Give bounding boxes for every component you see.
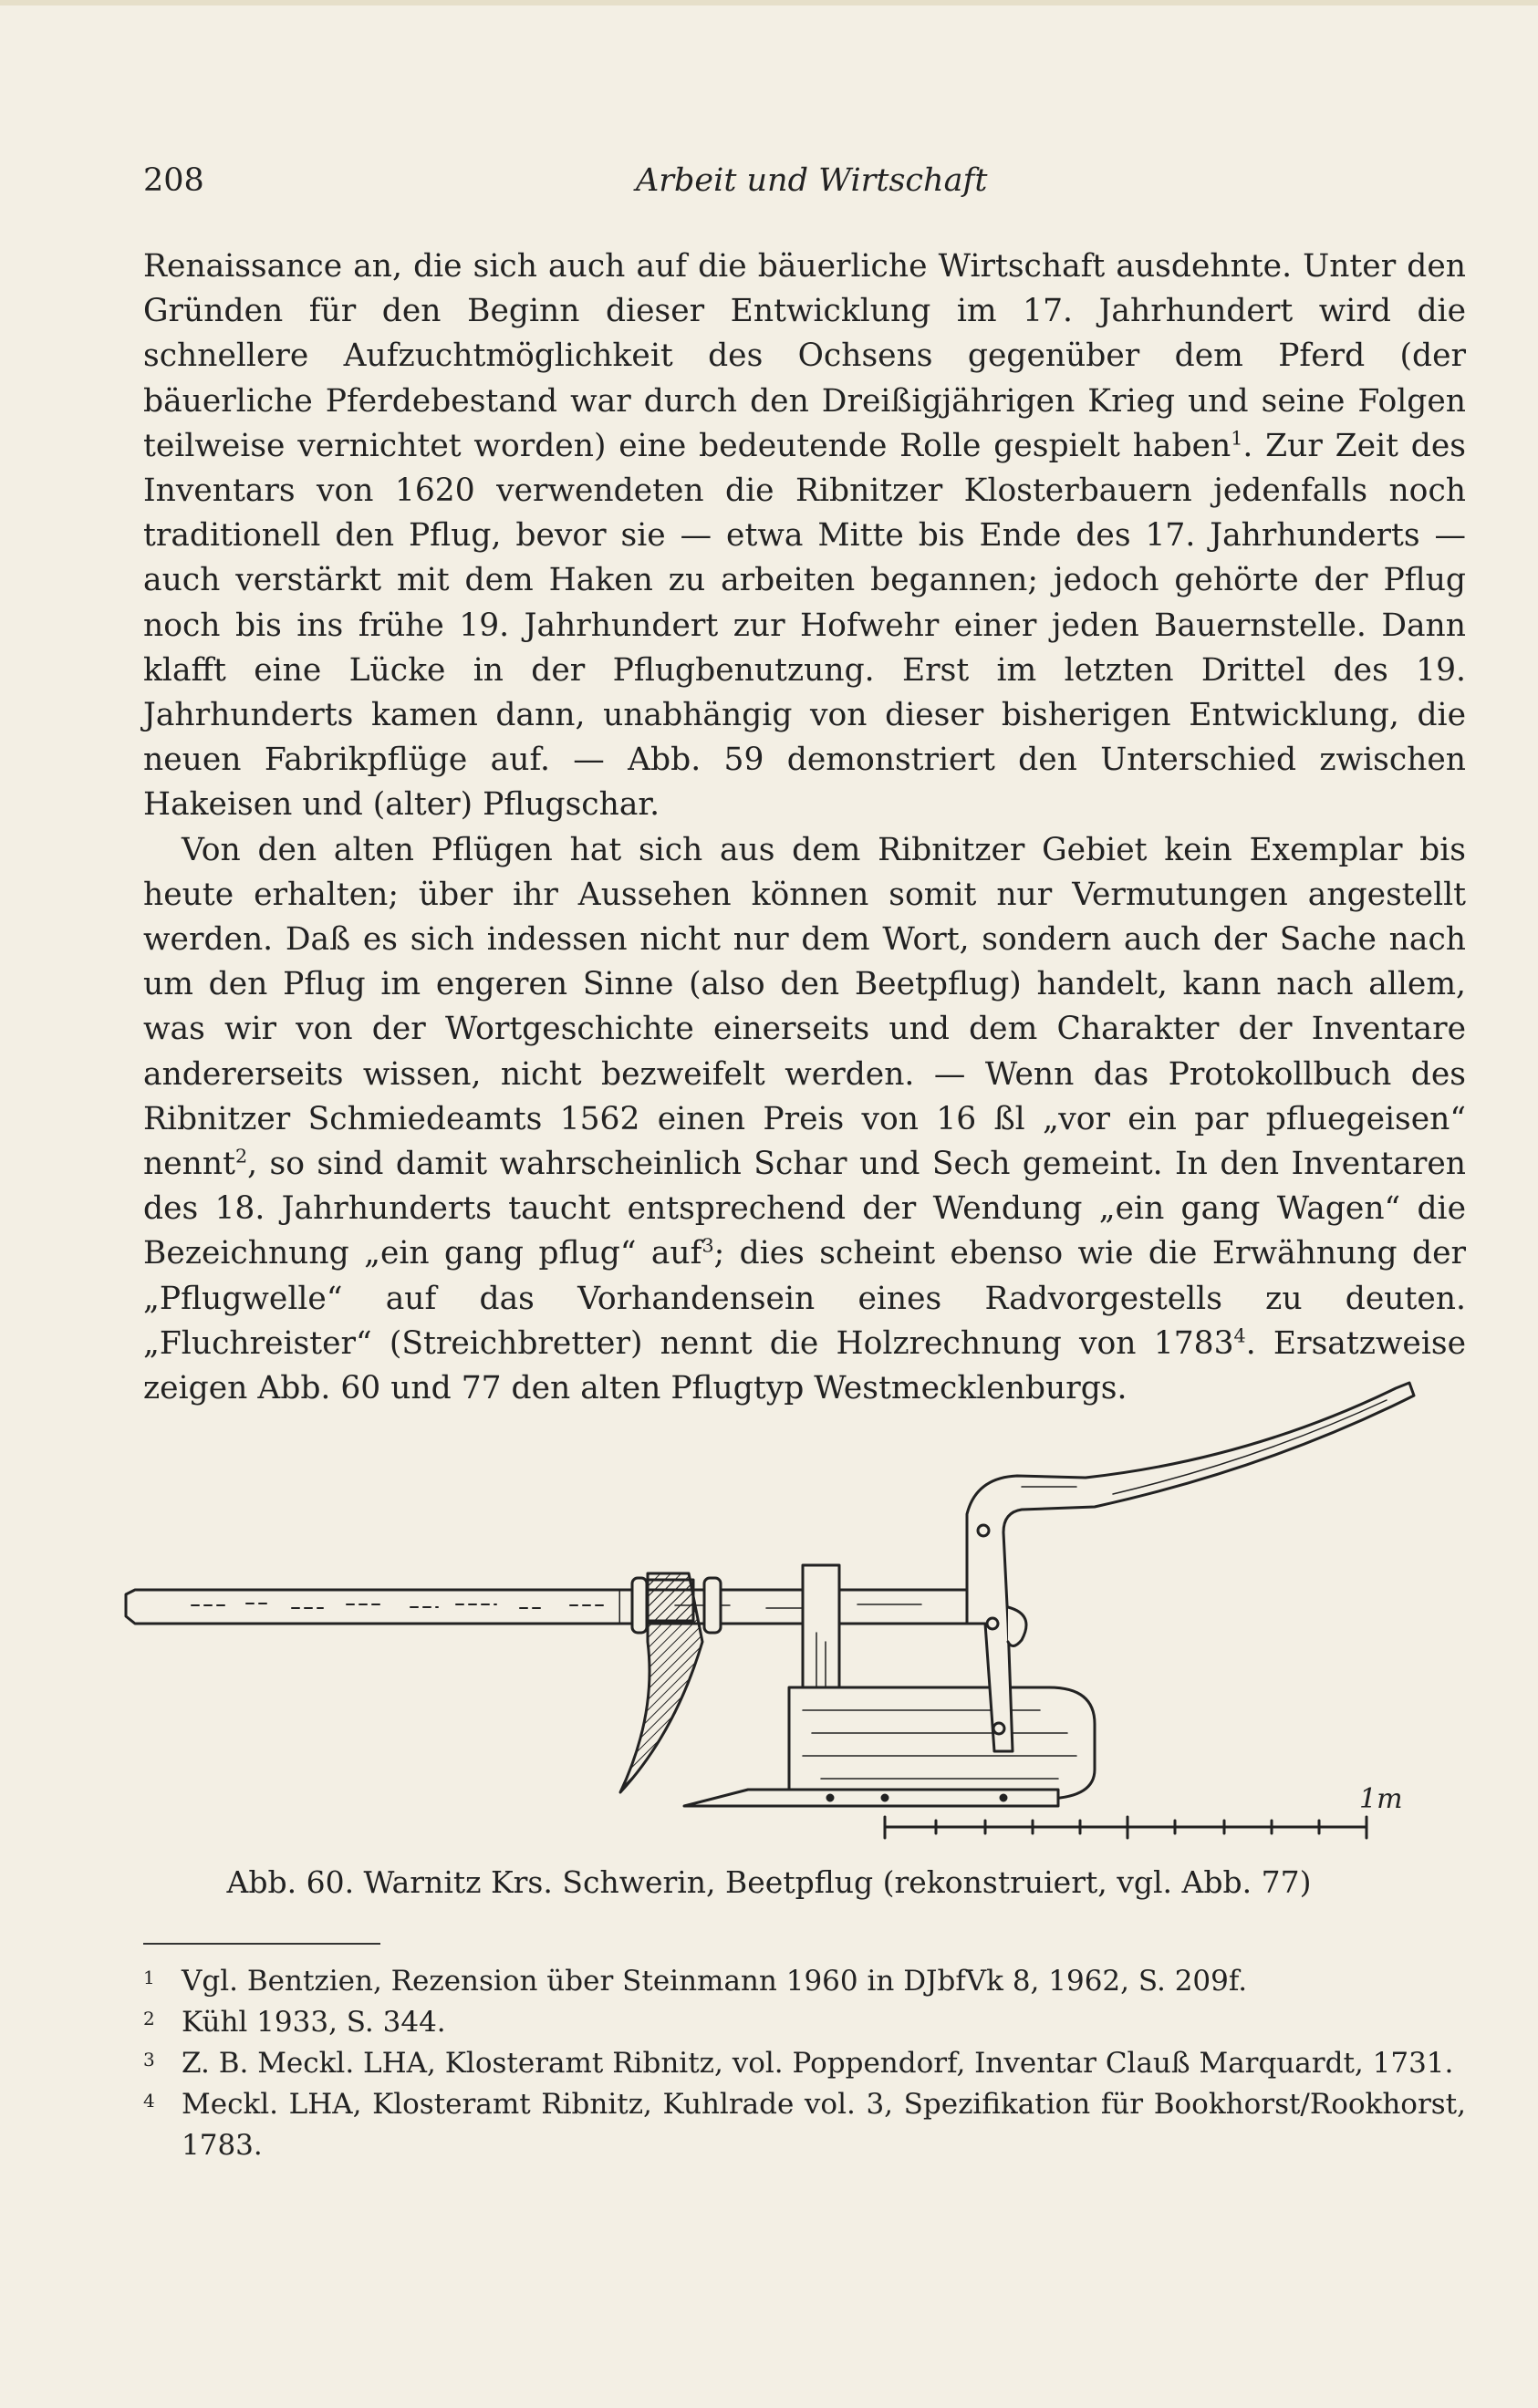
page-top-edge bbox=[0, 0, 1538, 5]
scale-bar bbox=[885, 1817, 1367, 1838]
plough-beam bbox=[126, 1590, 967, 1624]
paragraph-1: Renaissance an, die sich auch auf die bäuerliche Wirtschaft ausdehnte. Unter den Gründen für den Beginn dieser Entwicklung im 17. Jahrhundert wird die schnellere Aufzuchtmöglichkeit des Ochsens gegenüber dem Pferd (der bäuerliche Pferdebestand war durch den Dreißigjährigen Krieg und seine Folgen teilweise vernichtet worden) eine bedeutende Rolle gespielt haben$^1$. Zur Zeit des Inventars von 1620 verwendeten die Ribnitzer Klosterbauern jedenfalls noch traditionell den Pflug, bevor sie — etwa Mitte bis Ende des 17. Jahrhunderts — auch verstärkt mit dem Haken zu arbeiten begannen; jedoch gehörte der Pflug noch bis ins frühe 19. Jahrhundert zur Hofwehr einer jeden Bauernstelle. Dann klafft eine Lücke in der Pflugbenutzung. Erst im letzten Drittel des 19. Jahrhunderts kamen dann, unabhängig von dieser bisherigen Entwicklung, die neuen Fabrikpflüge auf. — Abb. 59 demonstriert den Unterschied zwischen Hakeisen und (alter) Pflugschar. bbox=[143, 248, 1466, 824]
body-text bbox=[143, 244, 1466, 1411]
running-title: Arbeit und Wirtschaft bbox=[636, 162, 988, 199]
paragraph-2: Von den alten Pflügen hat sich aus dem Ribnitzer Gebiet kein Exemplar bis heute erhalten; über ihr Aussehen können somit nur Vermutungen angestellt werden. Daß es sich indessen nicht nur dem Wort, sondern auch der Sache nach um den Pflug im engeren Sinne (also den Beetpflug) handelt, kann nach allem, was wir von der Wortgeschichte einerseits und dem Charakter der Inventare andererseits wissen, nicht bezweifelt werden. — Wenn das Protokollbuch des Ribnitzer Schmiedeamts 1562 einen Preis von 16 ßl „vor ein par pfluegeisen“ nennt$^2$, so sind damit wahrscheinlich Schar und Sech gemeint. In den Inventaren des 18. Jahrhunderts taucht entsprechend der Wendung „ein gang Wagen“ die Bezeichnung „ein gang pflug“ auf$^3$; dies scheint ebenso wie die Erwähnung der „Pflugwelle“ auf das Vorhandensein eines Radvorgestells zu deuten. „Fluchreister“ (Streichbretter) nennt die Holzrechnung von 1783$^4$. Ersatzweise zeigen Abb. 60 und 77 den alten Pflugtyp Westmecklenburgs. bbox=[143, 831, 1466, 1407]
footnote-ref-1: 1 bbox=[1231, 427, 1243, 450]
coulter-blade bbox=[620, 1573, 721, 1792]
footnote-rule bbox=[143, 1943, 380, 1945]
plough-sole bbox=[684, 1687, 1095, 1806]
scale-label: 1m bbox=[1359, 1783, 1403, 1815]
page-number: 208 bbox=[143, 162, 204, 199]
footnote-ref-3: 3 bbox=[701, 1234, 714, 1257]
page-header bbox=[143, 162, 1466, 217]
footnote-3: 3 Z. B. Meckl. LHA, Klosteramt Ribnitz, vol. Poppendorf, Inventar Clauß Marquardt, 1731. bbox=[143, 2047, 1454, 2080]
plough-figure bbox=[109, 1350, 1533, 1842]
plough-drawing bbox=[109, 1350, 1533, 1842]
footnote-ref-4: 4 bbox=[1233, 1324, 1246, 1347]
figure-caption: Abb. 60. Warnitz Krs. Schwerin, Beetpflug (rekonstruiert, vgl. Abb. 77) bbox=[226, 1864, 1312, 1900]
footnote-1: 1 Vgl. Bentzien, Rezension über Steinmann 1960 in DJbfVk 8, 1962, S. 209f. bbox=[143, 1965, 1248, 1998]
footnotes bbox=[143, 1961, 1466, 2166]
footnote-ref-2: 2 bbox=[234, 1145, 248, 1168]
footnote-2: 2 Kühl 1933, S. 344. bbox=[143, 2006, 446, 2039]
footnote-4: 4 Meckl. LHA, Klosteramt Ribnitz, Kuhlrade vol. 3, Spezifikation für Bookhorst/Rookhorst, 1783. bbox=[143, 2088, 1466, 2162]
